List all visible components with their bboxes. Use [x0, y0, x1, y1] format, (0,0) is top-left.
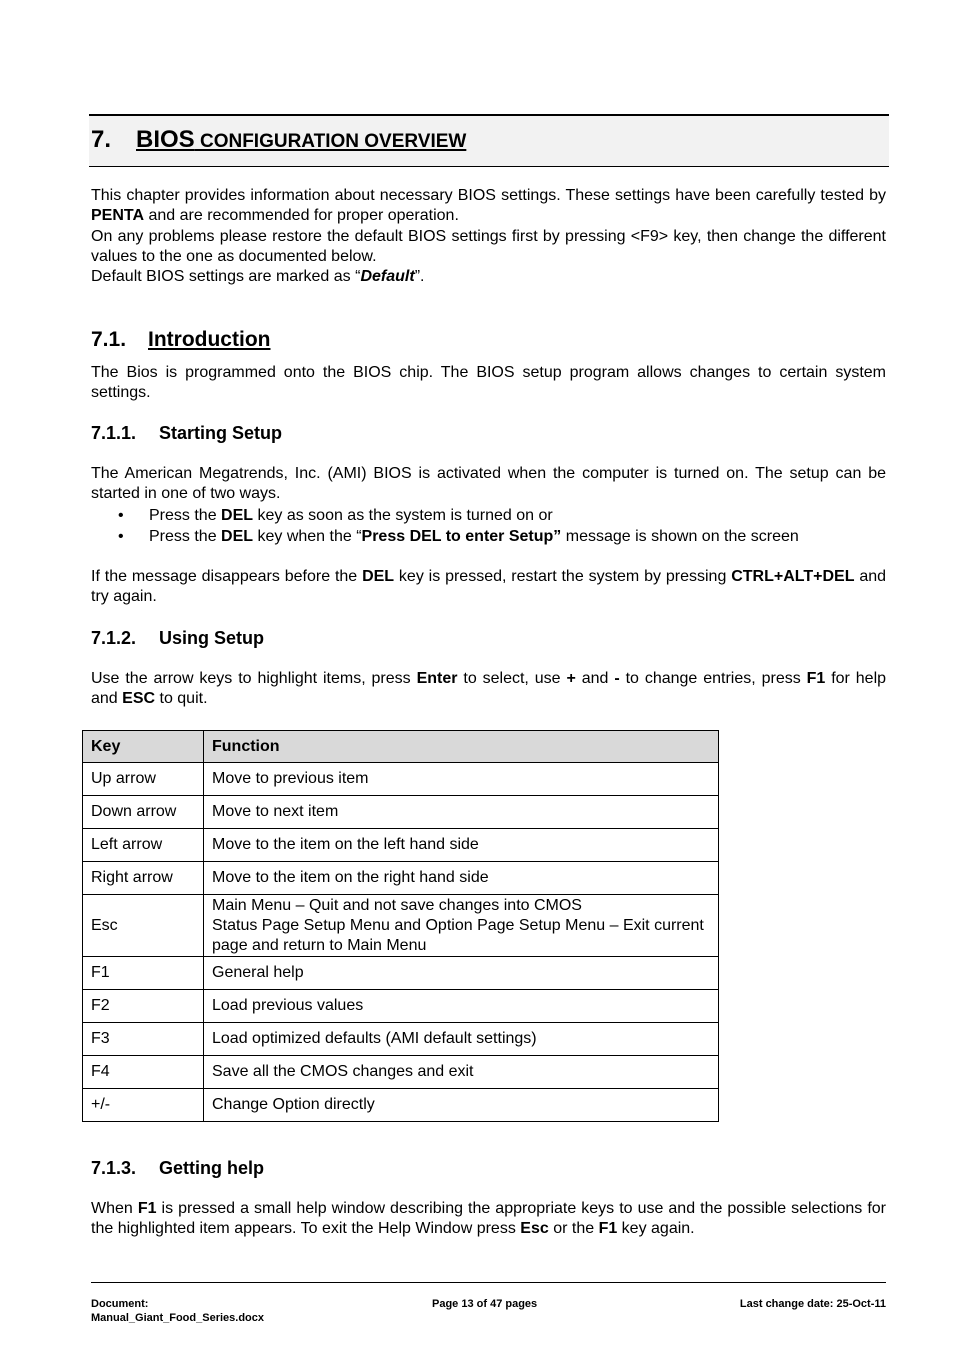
- intro-paragraph-3: Default BIOS settings are marked as “Default”.: [91, 268, 425, 285]
- intro-paragraph-1: This chapter provides information about necessary BIOS settings. These settings have been carefully tested by PENTA and are recommended for proper operation.: [91, 187, 886, 224]
- function-cell: Save all the CMOS changes and exit: [204, 1056, 719, 1089]
- intro-paragraph-2: On any problems please restore the default BIOS settings first by pressing <F9> key, then change the different values to the one as documented below.: [91, 228, 886, 265]
- function-cell: Main Menu – Quit and not save changes into CMOS Status Page Setup Menu and Option Page Setup Menu – Exit current page and return to Main Menu: [204, 895, 719, 957]
- bullet-icon: •: [118, 507, 124, 524]
- table-row: [83, 957, 719, 990]
- table-row: [83, 763, 719, 796]
- section-7-1-2-text: Use the arrow keys to highlight items, press Enter to select, use + and - to change entries, press F1 for help and ESC to quit.: [91, 670, 887, 707]
- key-cell: Up arrow: [83, 763, 204, 796]
- function-cell: Move to next item: [204, 796, 719, 829]
- footer-last-change-date: Last change date: 25-Oct-11: [739, 1298, 886, 1310]
- key-cell: +/-: [83, 1089, 204, 1122]
- footer-page-number: Page 13 of 47 pages: [432, 1298, 538, 1310]
- footer-document-name: Manual_Giant_Food_Series.docx: [91, 1312, 264, 1324]
- table-header-key: Key: [83, 731, 204, 763]
- section-7-1-title: Introduction: [148, 328, 271, 351]
- table-row: [83, 829, 719, 862]
- section-7-1-3-text: When F1 is pressed a small help window describing the appropriate keys to use and the possible selections for the highlighted item appears. To exit the Help Window press Esc or the F1 key again.: [91, 1200, 886, 1237]
- key-function-table: [82, 730, 719, 1122]
- table-row: [83, 796, 719, 829]
- bullet-list: [91, 505, 886, 547]
- table-row: [83, 990, 719, 1023]
- key-cell: Left arrow: [83, 829, 204, 862]
- key-cell: Esc: [83, 895, 204, 957]
- section-7-1-1-text: The American Megatrends, Inc. (AMI) BIOS is activated when the computer is turned on. The setup can be started in one of two ways.: [91, 465, 886, 502]
- section-7-1-3-title: Getting help: [159, 1158, 264, 1178]
- footer-document: [91, 1297, 264, 1325]
- table-row: [83, 1089, 719, 1122]
- chapter-title-bios: BIOS: [136, 126, 195, 153]
- function-cell: Move to previous item: [204, 763, 719, 796]
- function-cell: Load previous values: [204, 990, 719, 1023]
- bullet-item-1: • Press the DEL key as soon as the system is turned on or: [118, 507, 553, 524]
- bullet-item-2: • Press the DEL key when the “Press DEL to enter Setup” message is shown on the screen: [118, 528, 799, 545]
- chapter-number: 7.: [91, 126, 112, 153]
- table-header-row: [83, 731, 719, 763]
- table-row: [83, 895, 719, 957]
- chapter-title: [136, 126, 466, 154]
- function-cell: Move to the item on the left hand side: [204, 829, 719, 862]
- table-row: [83, 862, 719, 895]
- key-cell: F1: [83, 957, 204, 990]
- function-cell: General help: [204, 957, 719, 990]
- key-cell: F4: [83, 1056, 204, 1089]
- table-row: [83, 1056, 719, 1089]
- key-cell: Right arrow: [83, 862, 204, 895]
- function-cell: Change Option directly: [204, 1089, 719, 1122]
- function-cell: Move to the item on the right hand side: [204, 862, 719, 895]
- section-7-1-3-number: 7.1.3.: [91, 1158, 137, 1178]
- bullet-icon: •: [118, 528, 124, 545]
- section-7-1-number: 7.1.: [91, 328, 127, 351]
- chapter-title-rest: CONFIGURATION OVERVIEW: [194, 131, 467, 152]
- key-cell: Down arrow: [83, 796, 204, 829]
- table-header-function: Function: [204, 731, 719, 763]
- key-cell: F3: [83, 1023, 204, 1056]
- section-7-1-1-title: Starting Setup: [159, 423, 283, 443]
- section-7-1-2-number: 7.1.2.: [91, 628, 137, 648]
- footer-divider: [91, 1282, 886, 1283]
- key-cell: F2: [83, 990, 204, 1023]
- footer-document-label: Document:: [91, 1298, 149, 1310]
- section-7-1-text: The Bios is programmed onto the BIOS chip. The BIOS setup program allows changes to certain system settings.: [91, 364, 886, 401]
- section-7-1-2-title: Using Setup: [159, 628, 265, 648]
- table-row: [83, 1023, 719, 1056]
- function-cell: Load optimized defaults (AMI default settings): [204, 1023, 719, 1056]
- section-7-1-1-retry-text: If the message disappears before the DEL key is pressed, restart the system by pressing CTRL+ALT+DEL and try again.: [91, 568, 887, 605]
- section-7-1-1-number: 7.1.1.: [91, 423, 137, 443]
